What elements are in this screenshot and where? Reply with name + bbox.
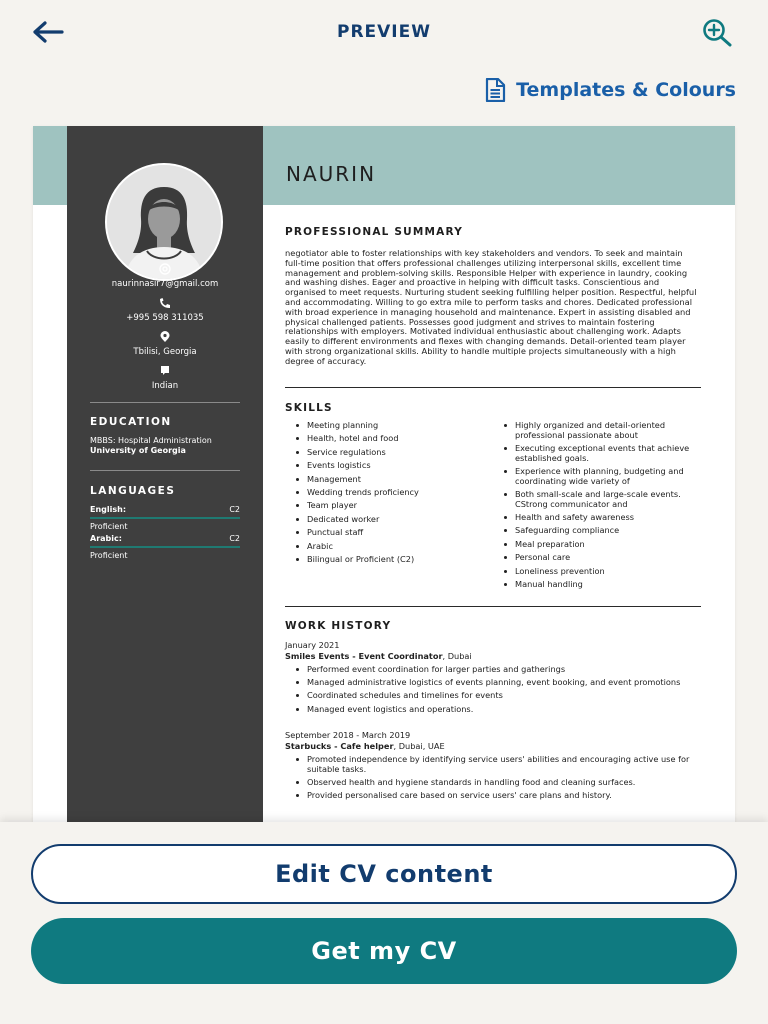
list-item: Meeting planning	[285, 421, 490, 431]
work-title: Cafe helper	[340, 741, 394, 751]
skills-list-left	[285, 421, 490, 568]
templates-colours-link[interactable]	[484, 76, 736, 104]
language-level: C2	[229, 534, 240, 543]
language-name: English:	[90, 505, 127, 514]
summary-text: negotiator able to foster relationships with key stakeholders and vendors. To seek and maintain full-time position that offers professional challenges utilizing interpersonal skills, excellent time management and problem-solving skills. Responsible Helper with experience in laundry, cooking and washing dishes. Eager and proactive in helping with difficult tasks. Conscientious and organised to meet requests. Nurturing student seeking fulfilling helper position. Respectful, helpful and accommodating. Willing to go extra mile to perform tasks and chores. Dedicated professional with broad experience in managing household and maintenance. Expert in assisting disabled and physical challenged patients. Possesses good judgment and strives to maintain fostering relationships with employers. Motivated individual enthusiastic about challenging work. Adapts easily to different environments and flexes with changing demands. Detail-oriented team player with strong organizational skills. Ability to handle multiple projects simultaneously with a high degree of accuracy.	[285, 248, 697, 366]
templates-colours-label: Templates & Colours	[516, 79, 736, 101]
work-title: Event Coordinator	[358, 651, 443, 661]
list-item: Highly organized and detail-oriented professional passionate about	[493, 421, 701, 440]
skills-list-right	[493, 421, 701, 593]
contact-nationality-text: Indian	[151, 381, 179, 391]
list-item: Coordinated schedules and timelines for events	[285, 691, 701, 701]
work-employer: Smiles Events	[285, 651, 350, 661]
list-item: Arabic	[285, 542, 490, 552]
top-bar	[0, 0, 768, 64]
language-item	[90, 534, 240, 560]
contact-email	[67, 263, 263, 289]
language-name: Arabic:	[90, 534, 122, 543]
contact-nationality	[67, 365, 263, 391]
sidebar-divider	[90, 402, 240, 403]
cv-preview[interactable]	[33, 126, 735, 826]
list-item: Service regulations	[285, 448, 490, 458]
list-item: Manual handling	[493, 580, 701, 590]
document-icon	[484, 78, 506, 102]
list-item: Wedding trends proficiency	[285, 488, 490, 498]
education-degree: MBBS: Hospital Administration	[90, 436, 212, 445]
list-item: Punctual staff	[285, 528, 490, 538]
language-proficiency: Proficient	[90, 522, 128, 531]
list-item: Bilingual or Proficient (C2)	[285, 555, 490, 565]
list-item: Experience with planning, budgeting and coordinating wide variety of	[493, 467, 701, 486]
summary-section	[285, 226, 701, 367]
work-role: Starbucks - Cafe helper, Dubai, UAE	[285, 741, 445, 751]
contact-phone-text: +995 598 311035	[126, 313, 204, 323]
cv-name: NAURIN	[286, 162, 377, 186]
section-divider	[285, 606, 701, 607]
work-employer: Starbucks	[285, 741, 332, 751]
list-item: Dedicated worker	[285, 515, 490, 525]
person-avatar-icon	[107, 165, 221, 279]
language-level-bar	[90, 517, 240, 519]
phone-icon	[158, 297, 172, 309]
list-item: Performed event coordination for larger parties and gatherings	[285, 665, 701, 675]
cv-sidebar	[67, 126, 263, 826]
edit-cv-button[interactable]	[31, 844, 737, 904]
sidebar-divider	[90, 470, 240, 471]
contact-phone	[67, 297, 263, 323]
edit-cv-label: Edit CV content	[275, 860, 493, 888]
flag-icon	[158, 365, 172, 377]
work-heading: WORK HISTORY	[285, 620, 392, 632]
work-location: , Dubai, UAE	[393, 741, 445, 751]
list-item: Health, hotel and food	[285, 434, 490, 444]
list-item: Personal care	[493, 553, 701, 563]
work-location: , Dubai	[442, 651, 472, 661]
contact-location	[67, 331, 263, 357]
work-bullets	[285, 755, 701, 801]
language-level-bar	[90, 546, 240, 548]
section-divider	[285, 387, 701, 388]
skills-section	[285, 402, 701, 414]
language-item	[90, 505, 240, 531]
list-item: Team player	[285, 501, 490, 511]
contact-email-text: naurinnasir7@gmail.com	[111, 279, 219, 289]
avatar	[105, 163, 223, 241]
list-item: Health and safety awareness	[493, 513, 701, 523]
list-item: Loneliness prevention	[493, 567, 701, 577]
list-item: Provided personalised care based on service users' care plans and history.	[285, 791, 701, 801]
zoom-in-icon	[700, 17, 736, 47]
summary-heading: PROFESSIONAL SUMMARY	[285, 226, 464, 238]
work-entry	[285, 730, 701, 804]
education-school: University of Georgia	[90, 446, 186, 455]
page-title: PREVIEW	[336, 22, 431, 42]
education-heading: EDUCATION	[90, 416, 172, 428]
languages-heading: LANGUAGES	[90, 485, 176, 497]
list-item: Managed administrative logistics of events planning, event booking, and event promotions	[285, 678, 701, 688]
list-item: Both small-scale and large-scale events. CStrong communicator and	[493, 490, 701, 509]
list-item: Meal preparation	[493, 540, 701, 550]
language-level: C2	[229, 505, 240, 514]
work-date: September 2018 - March 2019	[285, 730, 411, 740]
action-sheet	[0, 822, 768, 1024]
list-item: Promoted independence by identifying service users' abilities and encouraging active use for suitable tasks.	[285, 755, 701, 774]
work-entry	[285, 640, 701, 718]
location-pin-icon	[158, 331, 172, 343]
at-sign-icon	[158, 263, 172, 275]
list-item: Events logistics	[285, 461, 490, 471]
zoom-button[interactable]	[698, 14, 738, 50]
language-proficiency: Proficient	[90, 551, 128, 560]
contact-location-text: Tbilisi, Georgia	[133, 347, 197, 357]
work-bullets	[285, 665, 701, 714]
list-item: Safeguarding compliance	[493, 526, 701, 536]
list-item: Observed health and hygiene standards in handling food and cleaning surfaces.	[285, 778, 701, 788]
skills-columns	[285, 421, 701, 596]
work-date: January 2021	[285, 640, 340, 650]
get-cv-button[interactable]	[31, 918, 737, 984]
get-cv-label: Get my CV	[311, 937, 457, 965]
work-role: Smiles Events - Event Coordinator, Dubai	[285, 651, 472, 661]
work-section	[285, 620, 701, 632]
skills-heading: SKILLS	[285, 402, 333, 414]
list-item: Managed event logistics and operations.	[285, 705, 701, 715]
list-item: Executing exceptional events that achieve established goals.	[493, 444, 701, 463]
list-item: Management	[285, 475, 490, 485]
